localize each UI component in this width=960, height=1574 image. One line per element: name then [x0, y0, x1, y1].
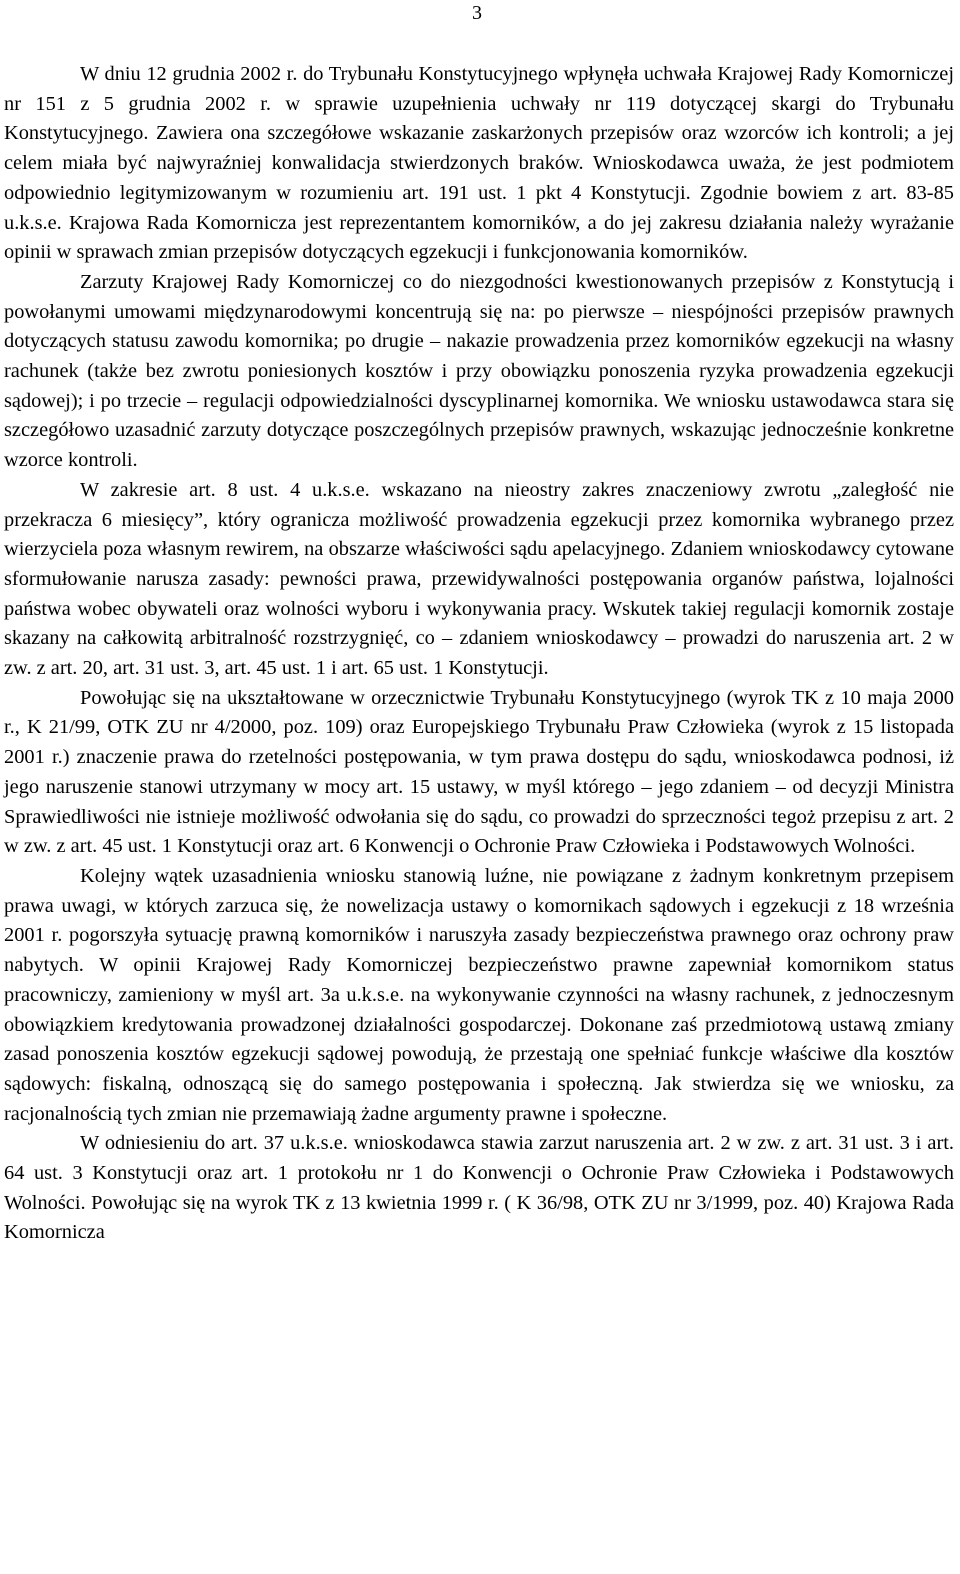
- page-number: 3: [472, 2, 482, 24]
- paragraph-3: W zakresie art. 8 ust. 4 u.k.s.e. wskazano na nieostry zakres znaczeniowy zwrotu „zaległość nie przekracza 6 miesięcy”, który ogranicza możliwość prowadzenia egzekucji przez komornika wybranego przez wierzyciela poza własnym rewirem, na obszarze właściwości sądu apelacyjnego. Zdaniem wnioskodawcy cytowane sformułowanie narusza zasady: pewności prawa, przewidywalności postępowania organów państwa, lojalności państwa wobec obywateli oraz wolności wyboru i wykonywania pracy. Wskutek takiej regulacji komornik zostaje skazany na całkowitą arbitralność rozstrzygnięć, co – zdaniem wnioskodawcy – prowadzi do naruszenia art. 2 w zw. z art. 20, art. 31 ust. 3, art. 45 ust. 1 i art. 65 ust. 1 Konstytucji.: [4, 478, 954, 680]
- paragraph-5: Kolejny wątek uzasadnienia wniosku stanowią luźne, nie powiązane z żadnym konkretnym przepisem prawa uwagi, w których zarzuca się, że nowelizacja ustawy o komornikach sądowych i egzekucji z 18 września 2001 r. pogorszyła sytuację prawną komorników i naruszyła zasady bezpieczeństwa prawnego oraz ochrony praw nabytych. W opinii Krajowej Rady Komorniczej bezpieczeństwo prawne zapewniał komornikom status pracowniczy, zamieniony w myśl art. 3a u.k.s.e. na wykonywanie czynności na własny rachunek, z jednoczesnym obowiązkiem kredytowania prowadzonej działalności gospodarczej. Dokonane zaś przedmiotową ustawą zmiany zasad ponoszenia kosztów egzekucji sądowej powodują, że przestają one spełniać funkcje właściwe dla kosztów sądowych: fiskalną, odnoszącą się do samego postępowania i społeczną. Jak stwierdza się we wniosku, za racjonalnością tych zmian nie przemawiają żadne argumenty prawne i społeczne.: [4, 864, 954, 1125]
- paragraph-4: Powołując się na ukształtowane w orzecznictwie Trybunału Konstytucyjnego (wyrok TK z 10 maja 2000 r., K 21/99, OTK ZU nr 4/2000, poz. 109) oraz Europejskiego Trybunału Praw Człowieka (wyrok z 15 listopada 2001 r.) znaczenie prawa do rzetelności postępowania, w tym prawa dostępu do sądu, wnioskodawca podnosi, iż jego naruszenie stanowi utrzymany w mocy art. 15 ustawy, w myśl którego – jego zdaniem – od decyzji Ministra Sprawiedliwości nie istnieje możliwość odwołania się do sądu, co prowadzi do sprzeczności tegoż przepisu z art. 2 w zw. z art. 45 ust. 1 Konstytucji oraz art. 6 Konwencji o Ochronie Praw Człowieka i Podstawowych Wolności.: [4, 686, 954, 858]
- paragraph-2: Zarzuty Krajowej Rady Komorniczej co do niezgodności kwestionowanych przepisów z Konstytucją i powołanymi umowami międzynarodowymi koncentrują się na: po pierwsze – niespójności przepisów prawnych dotyczących statusu zawodu komornika; po drugie – nakazie prowadzenia przez komorników egzekucji na własny rachunek (także bez zwrotu poniesionych kosztów i przy obowiązku ponoszenia ryzyka prowadzenia egzekucji sądowej); i po trzecie – regulacji odpowiedzialności dyscyplinarnej komornika. We wniosku ustawodawca stara się szczegółowo uzasadnić zarzuty dotyczące poszczególnych przepisów prawnych, wskazując jednocześnie konkretne wzorce kontroli.: [4, 270, 954, 472]
- paragraph-1: W dniu 12 grudnia 2002 r. do Trybunału Konstytucyjnego wpłynęła uchwała Krajowej Rady Komorniczej nr 151 z 5 grudnia 2002 r. w sprawie uzupełnienia uchwały nr 119 dotyczącej skargi do Trybunału Konstytucyjnego. Zawiera ona szczegółowe wskazanie zaskarżonych przepisów oraz wzorców ich kontroli; a jej celem miała być najwyraźniej konwalidacja stwierdzonych braków. Wnioskodawca uważa, że jest podmiotem odpowiednio legitymizowanym w rozumieniu art. 191 ust. 1 pkt 4 Konstytucji. Zgodnie bowiem z art. 83-85 u.k.s.e. Krajowa Rada Komornicza jest reprezentantem komorników, a do jej zakresu działania należy wyrażanie opinii w sprawach zmian przepisów dotyczących egzekucji i funkcjonowania komorników.: [4, 63, 954, 264]
- paragraph-6: W odniesieniu do art. 37 u.k.s.e. wnioskodawca stawia zarzut naruszenia art. 2 w zw. z art. 31 ust. 3 i art. 64 ust. 3 Konstytucji oraz art. 1 protokołu nr 1 do Konwencji o Ochronie Praw Człowieka i Podstawowych Wolności. Powołując się na wyrok TK z 13 kwietnia 1999 r. ( K 36/98, OTK ZU nr 3/1999, poz. 40) Krajowa Rada Komornicza: [4, 1132, 954, 1244]
